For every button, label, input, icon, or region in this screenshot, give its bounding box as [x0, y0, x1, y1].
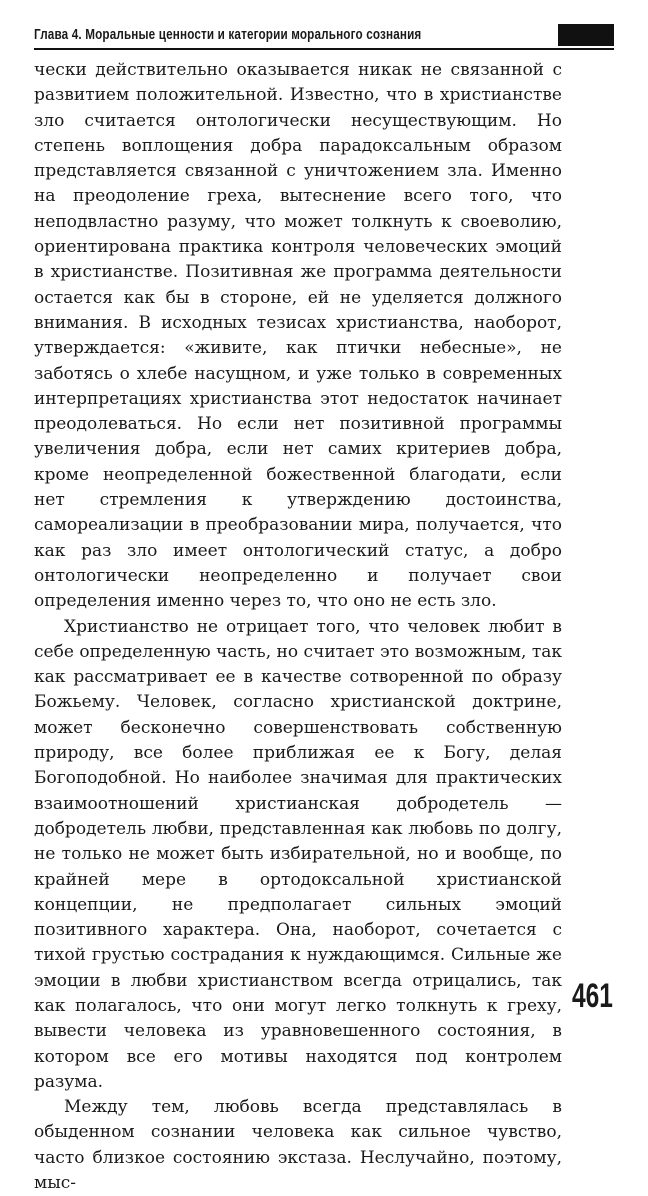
paragraph-2: Христианство не отрицает того, что человек любит в себе определенную часть, но считает это возможным, так как рассматривает ее в качестве сотворенной по образу Божьему. Человек, согласно христианской доктрине, может бесконечно совершенствовать собственную природу, все более приближая ее к Богу, делая Богоподобной. Но наиболее значимая для практических взаимоотношений христианская добродетель — добродетель любви, представленная как любовь по долгу, не только не может быть избирательной, но и вообще, по крайней мере в ортодоксальной христианской концепции, не предполагает сильных эмоций позитивного характера. Она, наоборот, сочетается с тихой грустью сострадания к нуждающимся. Сильные же эмоции в любви христианством всегда отрицались, так как полагалось, что они могут легко толкнуть к греху, вывести человека из уравновешенного состояния, в котором все его мотивы находятся под контролем разума.: [34, 616, 562, 1092]
body-text: [34, 58, 562, 1196]
page-number: 461: [572, 977, 613, 1015]
running-header: [34, 24, 614, 50]
paragraph-3: Между тем, любовь всегда представлялась в обыденном сознании человека как сильное чувство, часто близкое состоянию экстаза. Неслучайно, поэтому, мыс-: [34, 1097, 562, 1194]
paragraph-1: чески действительно оказывается никак не связанной с развитием положительной. Известно, что в христианстве зло считается онтологически несуществующим. Но степень воплощения добра парадоксальным образом представляется связанной с уничтожением зла. Именно на преодоление греха, вытеснение всего того, что неподвластно разуму, что может толкнуть к своеволию, ориентирована практика контроля человеческих эмоций в христианстве. Позитивная же программа деятельности остается как бы в стороне, ей не уделяется должного внимания. В исходных тезисах христианства, наоборот, утверждается: «живите, как птички небесные», не заботясь о хлебе насущном, и уже только в современных интерпретациях христианства этот недостаток начинает преодолеваться. Но если нет позитивной программы увеличения добра, если нет самих критериев добра, кроме неопределенной божественной благодати, если нет стремления к утверждению достоинства, самореализации в преобразовании мира, получается, что как раз зло имеет онтологический статус, а добро онтологически неопределенно и получает свои определения именно через то, что оно не есть зло.: [34, 60, 562, 612]
header-black-bar: [558, 24, 614, 46]
running-title: Глава 4. Моральные ценности и категории морального сознания: [34, 26, 422, 43]
